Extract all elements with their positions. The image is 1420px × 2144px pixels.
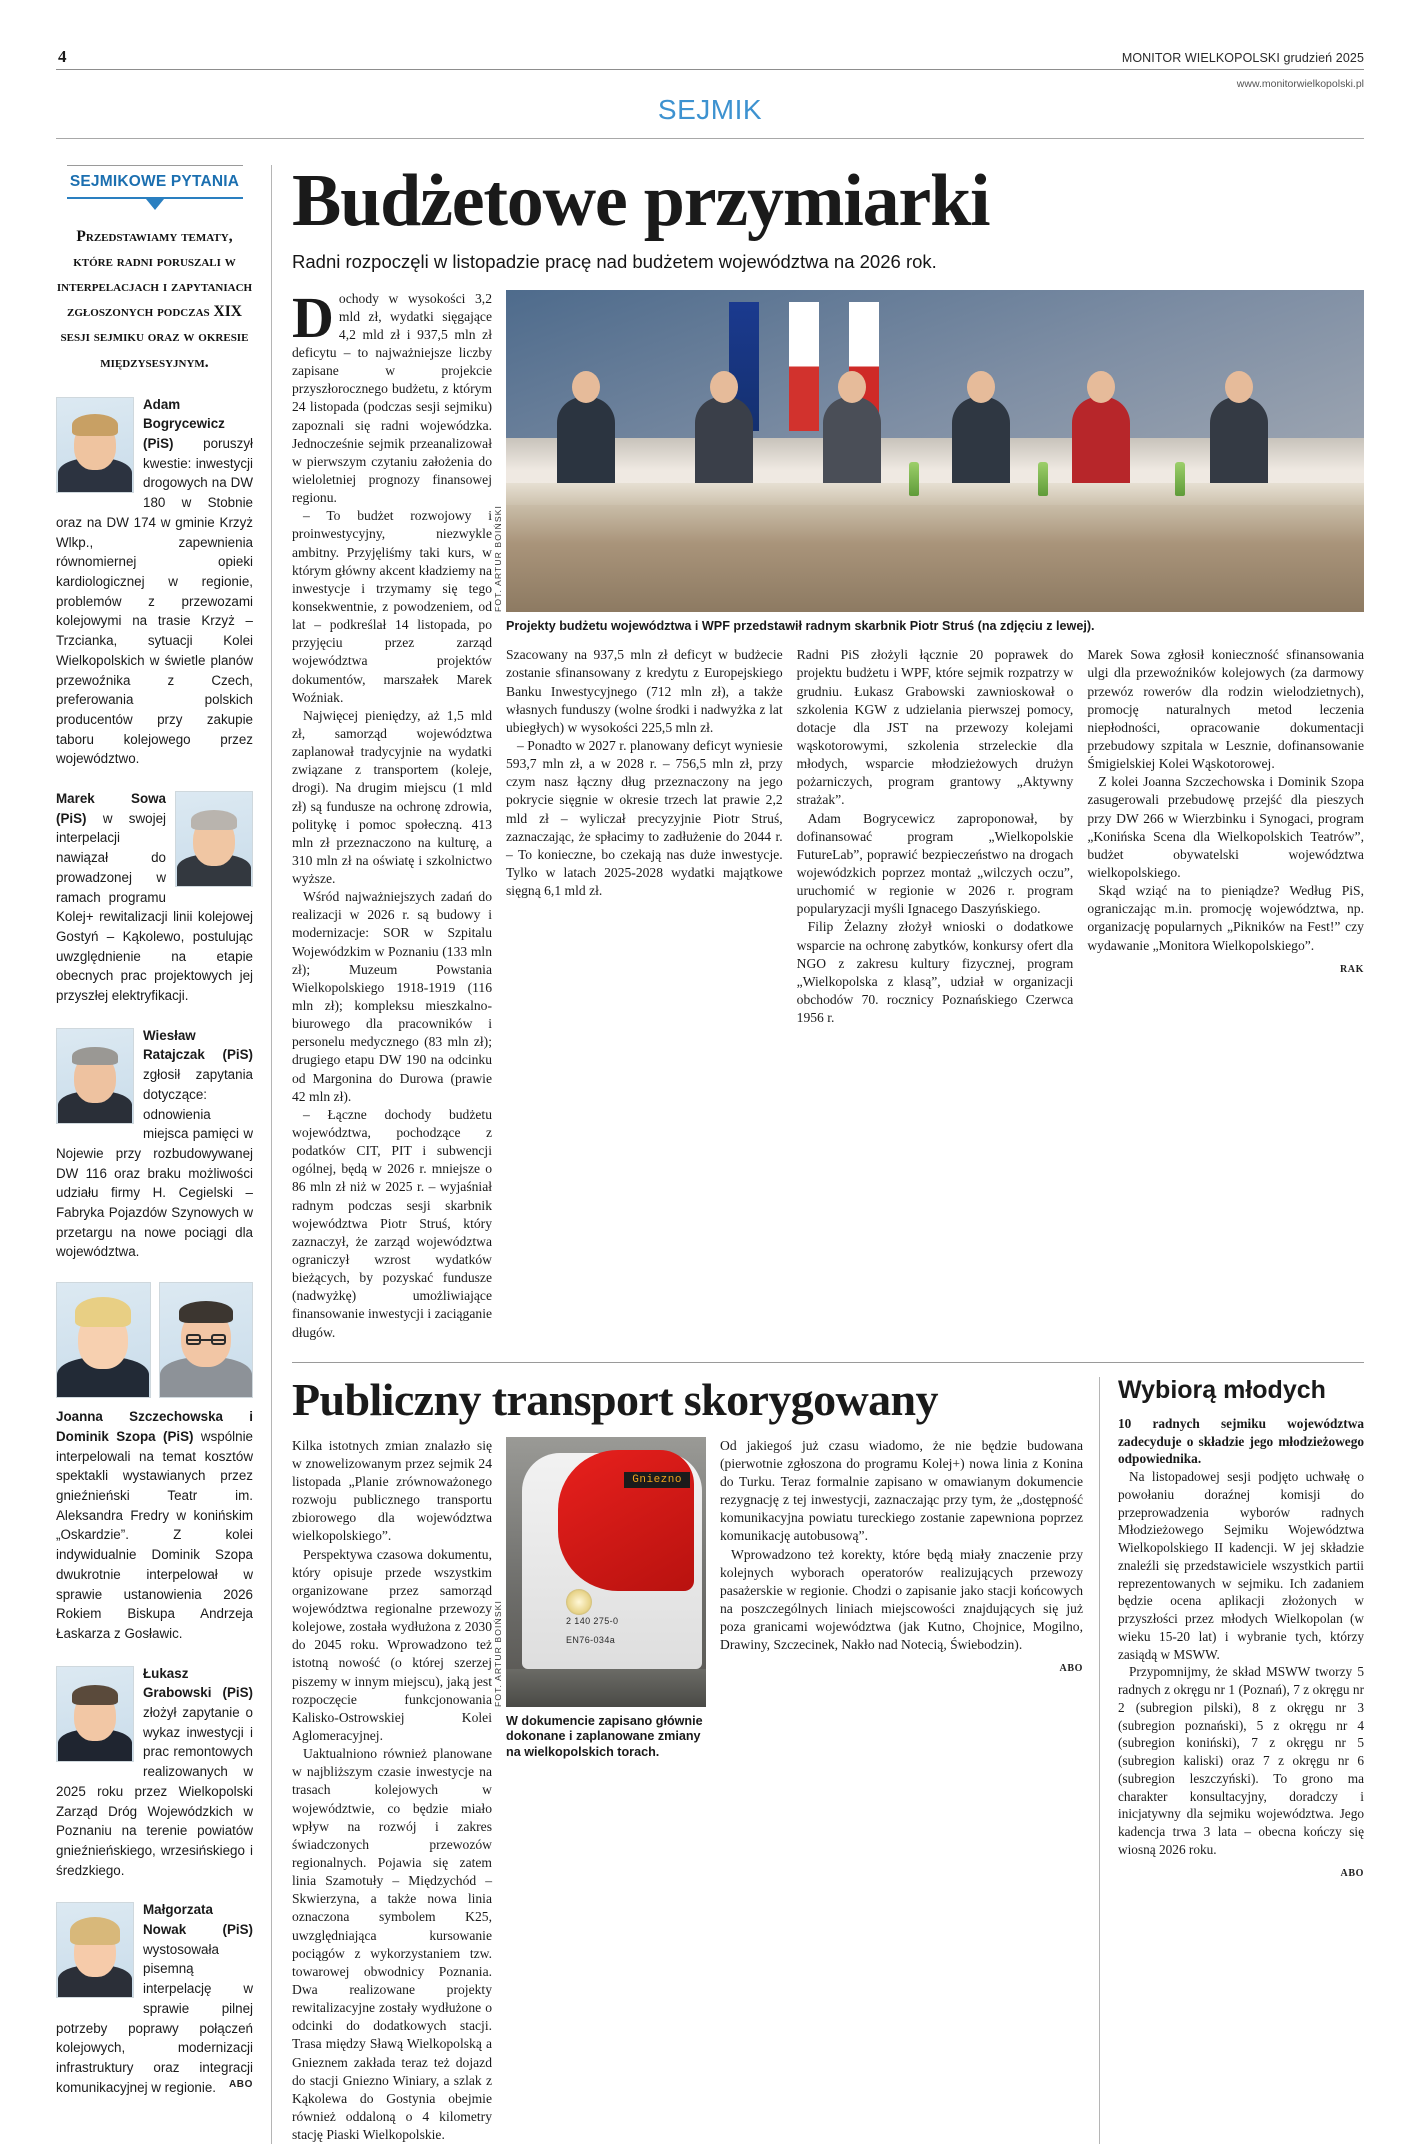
article-budget-grid [292, 284, 1364, 1342]
train-code: EN76-034a [566, 1634, 616, 1645]
bottle-icon [909, 462, 919, 496]
person-figure [952, 397, 1010, 489]
sidebar-person-text: wspólnie interpelowali na temat kosztów spektakli wystawianych przez gnieźnieński Teatr im. Aleksandra Fredry w konińskim „Oskardzie”. Z kolei indywidualnie Dominik Szopa dwukrotnie interpelował w sprawie ustanowienia 2026 Rokiem Biskupa Andrzeja Łaskarza z Gosławic. [56, 1428, 253, 1641]
sidebar-person-text: zgłosił zapytania dotyczące: odnowienia miejsca pamięci w Nojewie przy rozbudowywanej DW 116 oraz braku możliwości udziału firmy H. Cegielski – Fabryka Pojazdów Szynowych w przetargu na nowe pociągi dla województwa. [56, 1067, 253, 1260]
train-rails [506, 1669, 706, 1707]
glasses-icon [187, 1339, 225, 1341]
avatar [56, 1028, 134, 1124]
sidebar-person-entry [56, 1900, 253, 2097]
paragraph: Filip Żelazny złożył wnioski o dodatkowe wsparcie na ochronę zabytków, konkursy ofert dla NGO z zakresu kultury fizycznej, program „Wielkopolska z klasą”, udział w organizacji obchodów 70. rocznicy Poznańskiego Czerwca 1956 r. [796, 919, 1074, 1026]
paragraph: – Łączne dochody budżetu województwa, pochodzące z podatków CIT, PIT i subwencji ogólnej, będą w 2026 r. mniejsze o 86 mln zł niż w 2025 r. – wyjaśniał radnym podczas sesji skarbnik województwa Piotr Struś, który zaznaczył, że zarząd województwa ograniczył wzrost wydatków bieżących, by pozyskać fundusze (nadwyżkę) umożliwiające finansowanie inwestycji i zaciąganie długów. [292, 1106, 492, 1340]
byline: RAK [1339, 963, 1364, 975]
bottle-icon [1038, 462, 1048, 496]
paragraph: Przypomnijmy, że skład MSWW tworzy 5 radnych z okręgu nr 1 (Poznań), 7 z okręgu nr 2 (subregion pilski), 8 z okręgu nr 3 (subregion poznański), 5 z okręgu nr 4 (subregion koniński), 7 z okręgu nr 5 (subregion kaliski) oraz 7 z okręgu nr 6 (subregion leszczyński). To grono ma charakter konsultacyjny, doradczy i inicjatywny dla sejmiku województwa. Jego kadencja trwa 3 lata – obecna kończy się wiosną 2026 roku. [1118, 1664, 1364, 1857]
masthead [56, 48, 1364, 69]
person-figure [695, 397, 753, 489]
photo-credit: FOT. ARTUR BOIŃSKI [493, 1599, 503, 1707]
paragraph: Perspektywa czasowa dokumentu, który opisuje przede wszystkim organizowane przez samorząd województwa regionalne przewozy kolejowe, została wydłużona z 2030 do 2045 roku. Wprowadzono też istotną nowość (o której szerzej piszemy w innym miejscu), jaką jest rozpoczęcie funkcjonowania Kalisko-Ostrowskiej Kolei Aglomeracyjnej. [292, 1546, 492, 1743]
article-budget-column-4 [1087, 646, 1364, 1027]
session-photo [506, 290, 1364, 612]
sidebar-person-body [56, 1664, 253, 1881]
article-budget-column-3 [797, 646, 1074, 1027]
train-destination-sign: Gniezno [624, 1472, 690, 1488]
byline: ABO [1059, 1663, 1083, 1675]
page-title: Budżetowe przymiarki [292, 160, 990, 242]
sidebar-person-text: wystosowała pisemną interpelację w sprawie pilnej potrzeby poprawy połączeń kolejowych, modernizacji infrastruktury oraz integracji komunikacyjnej w regionie. [56, 1941, 253, 2095]
photo-block-session [493, 290, 1364, 612]
section-title: SEJMIK [657, 94, 763, 125]
sidebar-person-text: w swojej interpelacji nawiązał do prowadzonej w ramach programu Kolej+ rewitalizacji linii kolejowej Gostyń – Kąkolewo, postulując uwzględnienie na etapie obecnych prac projektowych jej przyszłej elektryfikacji. [56, 810, 253, 1004]
article-transport-column-2 [720, 1437, 1083, 2144]
photo-table [506, 505, 1364, 611]
sidebar-person-name: Joanna Szczechowska i Dominik Szopa (PiS) [56, 1409, 253, 1444]
paragraph: Z kolei Joanna Szczechowska i Dominik Szopa zasugerowali przebudowę przejść dla pieszych przy DW 266 w Wierzbinku i Synogaci, program „Konińska Scena dla Wielkopolskich Teatrów”, budżet obywatelski województwa wielkopolskiego. [1087, 774, 1364, 880]
chevron-down-icon [146, 199, 164, 210]
photo-caption: Projekty budżetu województwa i WPF przedstawił radnym skarbnik Piotr Struś (na zdjęciu z lewej). [506, 618, 1095, 633]
byline: ABO [228, 2078, 253, 2090]
sidebar-person-text: poruszył kwestie: inwestycji drogowych na DW 180 w Stobnie oraz na DW 174 w gminie Krzyż Wlkp., zapewnienia równomiernej opieki kardiologicznej w regionie, problemów z przewozami kolejowymi na trasie Krzyż – Trzcianka, sytuacji Kolei Wielkopolskich w świetle planów przewoźnika z Czech, preferowania polskich producentów przy zakupie taboru kolejowego przez województwo. [56, 436, 253, 767]
person-figure [1072, 397, 1130, 489]
avatar-pair [56, 1282, 253, 1398]
person-figure [557, 397, 615, 489]
sidebar-person-entry [56, 789, 253, 1006]
article-transport-title: Publiczny transport skorygowany [292, 1373, 938, 1425]
bottle-icon [1175, 462, 1185, 496]
avatar [56, 397, 134, 493]
photo-credit: FOT. ARTUR BOIŃSKI [493, 504, 503, 612]
article-budget-column-2 [506, 646, 783, 1027]
sidebar-person-entry [56, 1026, 253, 1262]
avatar [175, 791, 253, 887]
article-budget-right [493, 290, 1364, 1342]
byline: ABO [1340, 1867, 1364, 1879]
sidebar-person-entry [56, 395, 253, 769]
photo-table-top [506, 483, 1364, 506]
train-photo [506, 1437, 706, 1707]
sidebar-person-entry-duo [56, 1282, 253, 1643]
photo-block-train [493, 1437, 706, 1707]
sidebar-person-name: Wiesław Ratajczak (PiS) [143, 1027, 253, 1063]
poland-flag-icon [789, 302, 819, 431]
paragraph: – Ponadto w 2027 r. planowany deficyt wyniesie 593,7 mln zł, a w 2028 r. – 756,5 mln zł, przy czym nasz łączny dług przeznaczony na jego pokrycie sięgnie w okresie trzech lat prawie 2,2 mld zł – wyliczał precyzyjnie Piotr Struś, zaznaczając, że spłacimy to zadłużenie do 2044 r. – To konieczne, bo czekają nas duże inwestycje. Tylko w latach 2025-2028 wydatki majątkowe sięgną 6,1 mld zł. [506, 738, 783, 899]
article-youth-lead: 10 radnych sejmiku województwa zadecyduje o składzie jego młodzieżowego odpowiednika. [1118, 1415, 1364, 1467]
sidebar-person-name: Łukasz Grabowski (PiS) [143, 1665, 253, 1701]
section-rule-bottom [56, 138, 1364, 139]
article-transport [292, 1373, 1100, 2144]
paragraph: Na listopadowej sesji podjęto uchwałę o powołaniu doraźnej komisji do przeprowadzenia wyborów radnych Młodzieżowego Sejmiku Województwa Wielkopolskiego II kadencji. W jej składzie znaleźli się przedstawiciele wszystkich partii reprezentowanych w sejmiku. Ich zadaniem będzie ocena aplikacji złożonych w przyszłości przez młodych Wielkopolan (w wieku 15-20 lat) i wybranie tych, którzy zasiądą w MSWW. [1118, 1469, 1364, 1662]
paragraph: Adam Bogrycewicz zaproponował, by dofinansować program „Wielkopolskie FutureLab”, poprawić bezpieczeństwo na drogach wojewódzkich poprzez montaż „wilczych oczu”, uruchomić w regionie w 2026 r. program popularyzacji myśli Ignacego Daszyńskiego. [796, 810, 1074, 917]
paragraph: Najwięcej pieniędzy, aż 1,5 mld zł, samorząd województwa zaplanował tradycyjnie na wydatki związane z transportem (koleje, drogi). Na drugim miejscu (1 mld zł) są fundusze na ochronę zdrowia, politykę i pomoc społeczną. 413 mln zł przeznaczono na kulturę, a 310 mln zł na oświatę i szkolnictwo wyższe. [292, 707, 492, 887]
paragraph: Od jakiegoś już czasu wiadomo, że nie będzie budowana (pierwotnie zgłoszona do programu Kolej+) nowa linia z Konina do Turku. Teraz formalnie zapisano w omawianym dokumencie rezygnację z tej inwestycji, zaznaczając przy tym, że „dostępność komunikacyjna powiatu tureckiego zostanie zapewniona poprzez komunikację autobusową”. [720, 1437, 1083, 1544]
article-budget-lower-columns [506, 646, 1364, 1027]
article-transport-column-1 [292, 1437, 492, 2144]
article-transport-grid [292, 1437, 1083, 2144]
article-youth-title: Wybiorą młodych [1118, 1375, 1326, 1404]
sidebar-person-entry [56, 1664, 253, 1881]
sidebar-person-body [56, 395, 253, 769]
article-budget-column-1 [292, 284, 492, 1342]
page-number: 4 [58, 47, 67, 66]
sidebar-box-title: SEJMIKOWE PYTANIA [69, 173, 240, 190]
avatar [159, 1282, 254, 1398]
avatar [56, 1666, 134, 1762]
headlight-icon [566, 1589, 592, 1615]
sidebar-person-name: Małgorzata Nowak (PiS) [143, 1902, 253, 1938]
paragraph: Marek Sowa zgłosił konieczność sfinansowania ulgi dla przewoźników kolejowych (za darmowy przewóz rowerów dla rodzin wielodzietnych), promocję naturalnych metod leczenia niepłodności, opracowanie dokumentacji przebudowy szpitala w Lesznie, dofinansowanie Śmigielskiej Kolei Wąskotorowej. [1087, 647, 1364, 772]
paragraph: Wśród najważniejszych zadań do realizacji w 2026 r. są budowy i modernizacje: SOR w Szpitalu Wojewódzkim w Poznaniu (133 mln zł); Muzeum Powstania Wielkopolskiego 1918-1919 (116 mln zł); kompleksu mieszkalno-biurowego dla pracowników i personelu medycznego (83 mln zł); drugiego etapu DW 190 na odcinku od Margonina do Durowa (prawie 42 mln zł). [292, 889, 492, 1104]
sidebar-person-body [56, 789, 253, 1006]
publication-title: MONITOR WIELKOPOLSKI grudzień 2025 [1121, 51, 1364, 65]
avatar [56, 1282, 151, 1398]
article-youth-body [1118, 1415, 1364, 1881]
sidebar-sejmikowe-pytania [56, 165, 271, 2144]
article-lead: Radni rozpoczęli w listopadzie pracę nad budżetem województwa na 2026 rok. [292, 250, 937, 272]
avatar [56, 1902, 134, 1998]
masthead-right [1122, 51, 1364, 65]
sidebar-intro-text: Przedstawiamy tematy, które radni poruszali w interpelacjach i zapytaniach zgłoszonych podczas XIX sesji sejmiku oraz w okresie międzysesyjnym. [56, 228, 253, 371]
paragraph: Radni PiS złożyli łącznie 20 poprawek do projektu budżetu i WPF, które sejmik rozpatrzy w grudniu. Łukasz Grabowski zawnioskował o szkolenia KGW z udzielania pierwszej pomocy, dotacje dla JST na przewozy kolejami wąskotorowymi, szkolenia strzeleckie dla młodych, wsparcie młodzieżowych drużyn pożarniczych, program grantowy „Aktywny strażak”. [796, 647, 1074, 808]
paragraph: Kilka istotnych zmian znalazło się w znowelizowanym przez sejmik 24 listopada „Planie zrównoważonego rozwoju publicznego transportu zbiorowego dla województwa wielkopolskiego”. [292, 1437, 492, 1544]
paragraph: Szacowany na 937,5 mln zł deficyt w budżecie zostanie sfinansowany z kredytu z Europejskiego Banku Inwestycyjnego (712 mln zł), a także własnych funduszy (wolne środki i nadwyżka z lat ubiegłych) w wysokości 225,5 mln zł. [506, 647, 783, 735]
train-number: 2 140 275-0 [566, 1615, 619, 1626]
sidebar-person-text: złożył zapytanie o wykaz inwestycji i prac remontowych realizowanych w 2025 roku przez Wielkopolski Zarząd Dróg Wojewódzkich w Poznaniu na terenie powiatów gnieźnieńskiego, wrzesińskiego i średzkiego. [56, 1705, 253, 1878]
article-transport-photo-column [493, 1437, 706, 2144]
page-body [56, 160, 1364, 2144]
section-band [56, 92, 1364, 138]
sidebar-person-name: Marek Sowa (PiS) [56, 791, 166, 826]
lower-section-grid [292, 1373, 1364, 2144]
person-figure [823, 397, 881, 489]
paragraph: Uaktualniono również planowane w najbliższym czasie inwestycje na trasach kolejowych w województwie, co będzie miało wpływ na rozwój i zakres świadczonych przewozów regionalnych. Pojawia się zatem linia Szamotuły – Międzychód – Skwierzyna, a także nowa linia oznaczona symbolem K25, uwzględniająca kursowanie pociągów z wykorzystaniem tzw. towarowej obwodnicy Poznania. Dwa realizowane projekty rewitalizacyjne zostały wydłużone o odcinki do dodatkowych stacji. Trasa między Sławą Wielkopolską a Gnieznem zakłada teraz też dojazd do stacji Gniezno Winiary, a szlak z Kąkolewa do Gostynia obejmie również oddaloną o 4 kilometry stację Piaski Wielkopolskie. [292, 1746, 492, 2143]
article-youth [1118, 1377, 1364, 2144]
publication-url[interactable]: www.monitorwielkopolski.pl [1236, 78, 1364, 90]
main-content [271, 160, 1364, 2144]
person-figure [1210, 397, 1268, 489]
sidebar-person-body [56, 1026, 253, 1262]
paragraph: Skąd wziąć na to pieniądze? Według PiS, ograniczając m.in. promocję województwa, np. organizację popularnych „Pikników na Fest!” czy wydawanie „Monitora Wielkopolskiego”. [1087, 883, 1364, 953]
sidebar-person-body [56, 1900, 253, 2097]
sidebar-person-name: Adam Bogrycewicz (PiS) [143, 396, 225, 452]
paragraph: – To budżet rozwojowy i proinwestycyjny, niezwykle ambitny. Przyjęliśmy taki kurs, w którym główny akcent kładziemy na inwestycje i trzymamy się tego konsekwentnie, z powodzeniem, od lat – podkreślał 14 listopada, po przyjęciu przez zarząd województwa projektów dokumentów, marszałek Marek Woźniak. [292, 508, 492, 705]
paragraph: Dochody w wysokości 3,2 mld zł, wydatki sięgające 4,2 mld zł i 937,5 mln zł deficytu – to najważniejsze liczby zapisane w projekcie przyszłorocznego budżetu, z którym 24 listopada (podczas sesji sejmiku) zapoznali się radni wojewódzka. Jednocześnie sejmik przeanalizował w pierwszym czytaniu założenia do wieloletniej prognozy finansowej regionu. [292, 284, 492, 506]
sidebar-person-body [56, 1407, 253, 1643]
paragraph: Wprowadzono też korekty, które będą miały znaczenie przy kolejnych wyborach operatorów realizujących przewozy pasażerskie w regionie. Chodzi o zapisanie jako stacji końcowych na poszczególnych liniach miejscowości znajdujących się już poza granicami województwa (jak Kutno, Chojnice, Mogilno, Drawiny, Szczecinek, Nakło nad Notecią, Świebodzin). [720, 1546, 1083, 1653]
photo-caption: W dokumencie zapisano głównie dokonane i zaplanowane zmiany na wielkopolskich torach. [506, 1713, 703, 1760]
lower-section [292, 1362, 1364, 2144]
